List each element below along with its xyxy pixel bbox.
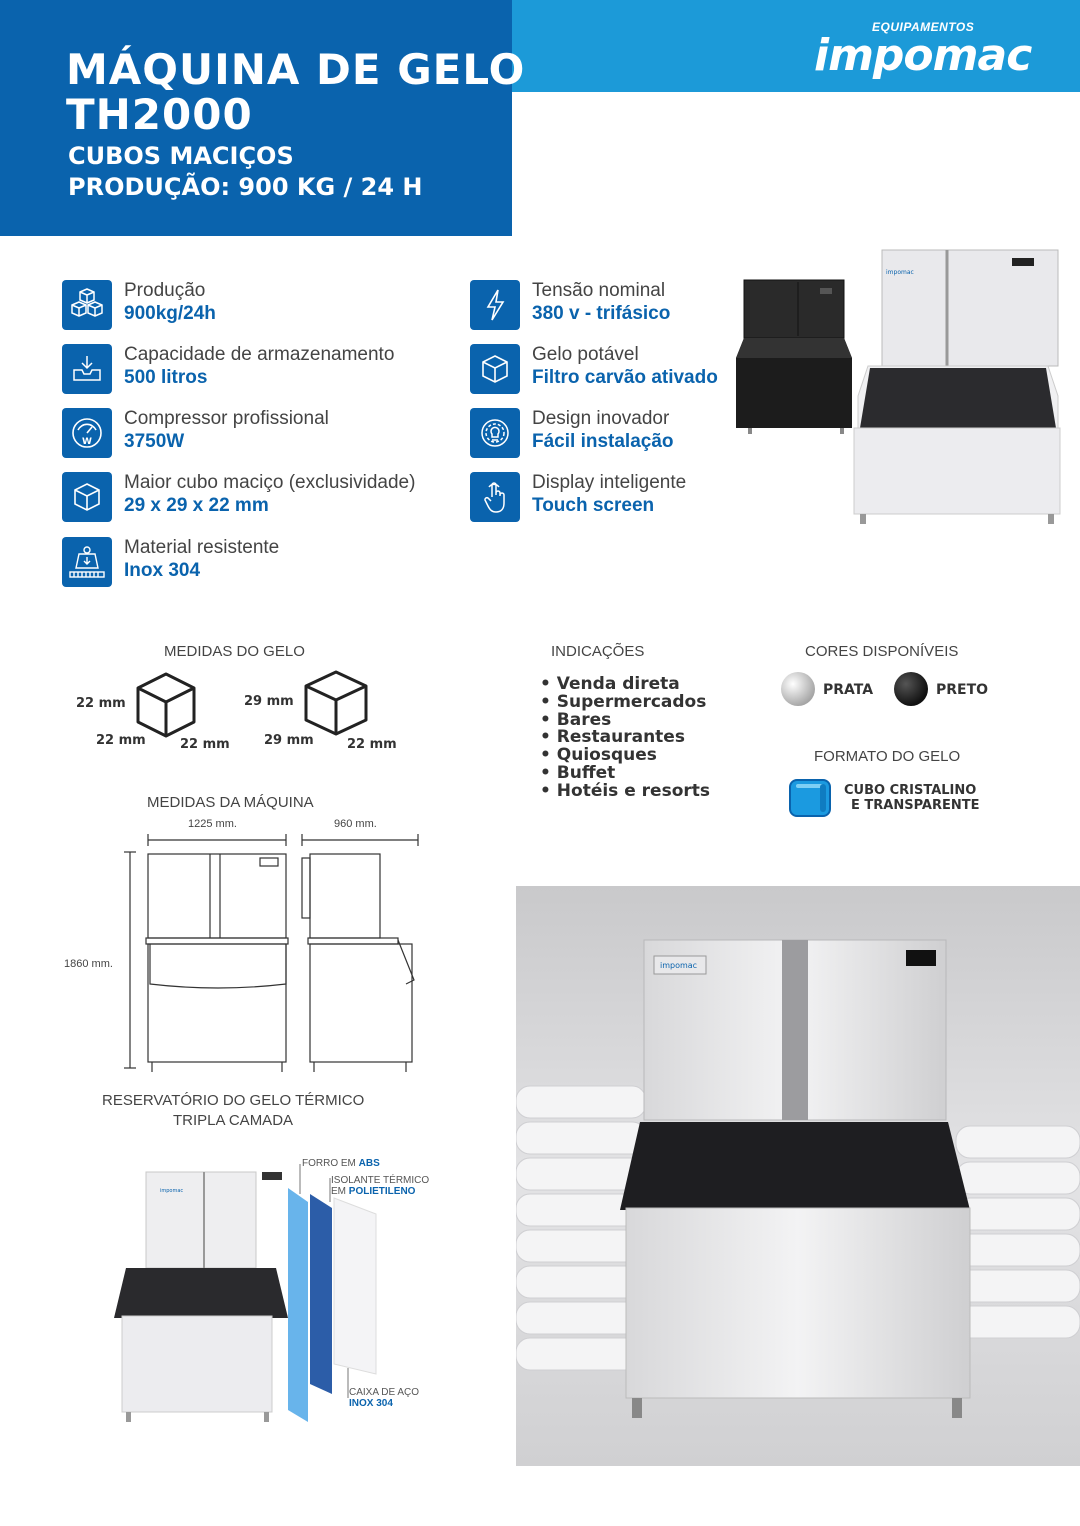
feature-value: 900kg/24h: [124, 303, 216, 324]
list-item: • Buffet: [540, 762, 616, 783]
feature-label: Design inovador: [532, 408, 670, 429]
indications-list: [540, 676, 710, 801]
brand-tagline: EQUIPAMENTOS: [872, 20, 975, 34]
feature-label: Gelo potável: [532, 344, 639, 365]
feature-value: Touch screen: [532, 495, 655, 516]
product-photo-colors: [736, 244, 1066, 556]
large-ice-cube: [300, 668, 372, 738]
large-cube-depth: 22 mm: [347, 737, 397, 752]
layer-abs-label: FORRO EM ABS: [302, 1158, 380, 1169]
feature-label: Compressor profissional: [124, 408, 329, 429]
list-item: • Bares: [540, 709, 612, 730]
model-title: TH2000: [66, 90, 253, 139]
cube-icon: [62, 472, 112, 522]
machine-width: 1225 mm.: [188, 818, 237, 830]
feature-label: Capacidade de armazenamento: [124, 344, 395, 365]
ice-cubes-icon: [62, 280, 112, 330]
feature-label: Maior cubo maciço (exclusividade): [124, 472, 416, 493]
feature-label: Produção: [124, 280, 206, 301]
layer-steel-label: CAIXA DE AÇO INOX 304: [349, 1387, 420, 1409]
hexagon-cube-icon: [470, 344, 520, 394]
feature-value: 380 v - trifásico: [532, 303, 671, 324]
small-ice-cube: [132, 670, 200, 738]
feature-value: 29 x 29 x 22 mm: [124, 495, 269, 516]
color-name-black: PRETO: [936, 682, 989, 698]
touch-hand-icon: [470, 472, 520, 522]
subtitle-production: PRODUÇÃO: 900 KG / 24 H: [68, 173, 423, 201]
ice-format-line2: E TRANSPARENTE: [851, 798, 980, 813]
ice-measures-title: MEDIDAS DO GELO: [164, 643, 305, 660]
feature-value: Inox 304: [124, 560, 201, 581]
weight-icon: [62, 537, 112, 587]
ice-format-line1: CUBO CRISTALINO: [844, 783, 977, 798]
svg-text:W: W: [82, 437, 92, 447]
machine-height: 1860 mm.: [64, 958, 113, 970]
colors-title: CORES DISPONÍVEIS: [805, 643, 959, 660]
machine-brand-label: impomac: [160, 1188, 184, 1194]
reservoir-title-line1: RESERVATÓRIO DO GELO TÉRMICO: [102, 1092, 365, 1109]
lightbulb-gear-icon: [470, 408, 520, 458]
machine-brand-label: impomac: [660, 961, 698, 970]
feature-label: Material resistente: [124, 537, 280, 558]
brand-logo: impomac: [814, 30, 1032, 81]
indications-title: INDICAÇÕES: [551, 643, 645, 660]
machine-brand-label: impomac: [886, 269, 914, 276]
storage-tray-icon: [62, 344, 112, 394]
product-photo-large: [516, 886, 1080, 1466]
subtitle-cubes: CUBOS MACIÇOS: [68, 142, 294, 170]
large-cube-width: 29 mm: [264, 733, 314, 748]
list-item: • Hotéis e resorts: [540, 780, 710, 801]
feature-label: Tensão nominal: [532, 280, 666, 301]
gauge-watt-icon: [62, 408, 112, 458]
feature-value: 3750W: [124, 431, 185, 452]
lightning-icon: [470, 280, 520, 330]
feature-value: Filtro carvão ativado: [532, 367, 718, 388]
machine-drawing: [120, 830, 430, 1080]
machine-depth: 960 mm.: [334, 818, 377, 830]
feature-value: 500 litros: [124, 367, 208, 388]
reservoir-title-line2: TRIPLA CAMADA: [173, 1112, 294, 1129]
list-item: • Quiosques: [540, 745, 657, 766]
small-cube-width: 22 mm: [96, 733, 146, 748]
color-name-silver: PRATA: [823, 682, 874, 698]
large-cube-height: 29 mm: [244, 694, 294, 709]
list-item: • Supermercados: [540, 691, 707, 712]
list-item: • Venda direta: [540, 674, 680, 694]
ice-cube-format-icon: [786, 776, 834, 820]
machine-measures-title: MEDIDAS DA MÁQUINA: [147, 794, 314, 811]
small-cube-depth: 22 mm: [180, 737, 230, 752]
ice-format-title: FORMATO DO GELO: [814, 748, 961, 765]
feature-value: Fácil instalação: [532, 431, 674, 452]
list-item: • Restaurantes: [540, 727, 685, 748]
layer-insulation-label: ISOLANTE TÉRMICO EM POLIETILENO: [331, 1175, 430, 1197]
page-title: MÁQUINA DE GELO: [66, 45, 526, 94]
feature-label: Display inteligente: [532, 472, 687, 493]
small-cube-height: 22 mm: [76, 696, 126, 711]
color-swatch-silver: [781, 672, 815, 706]
color-swatch-black: [894, 672, 928, 706]
